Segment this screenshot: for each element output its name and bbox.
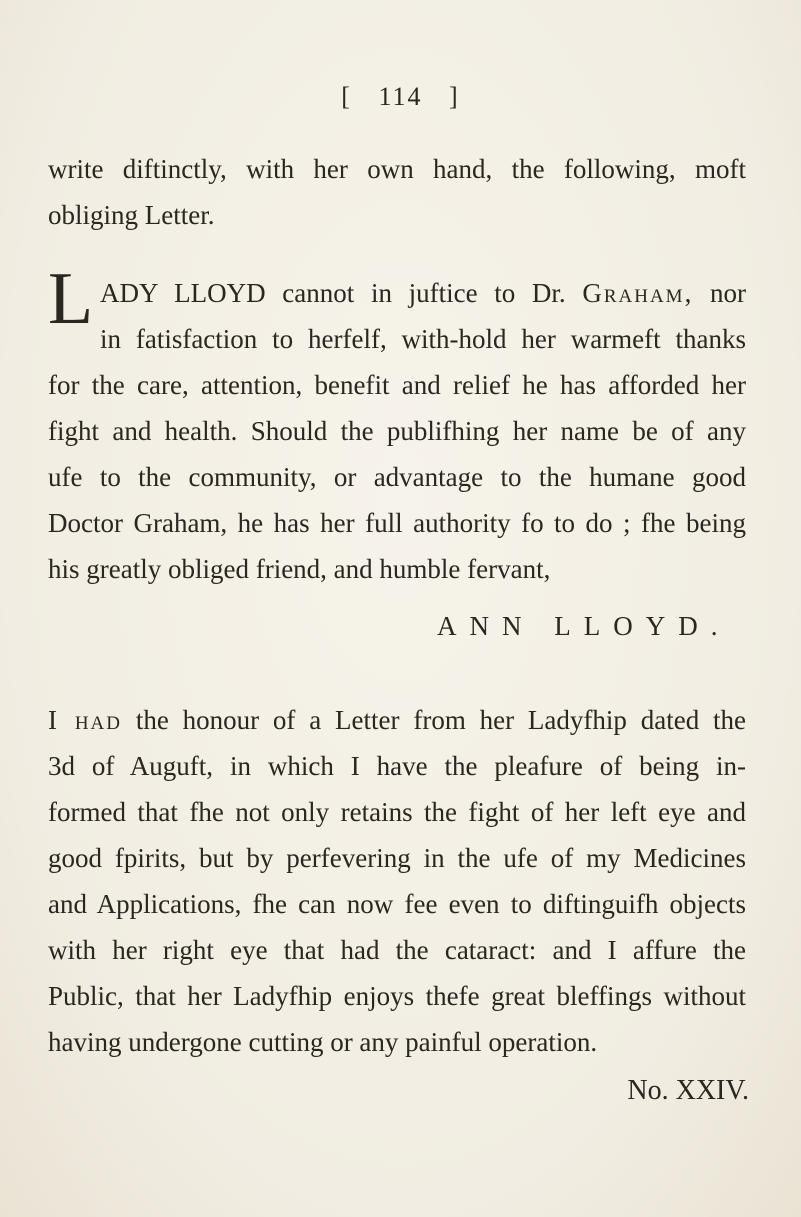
letter-first-line-end: nor	[710, 278, 746, 308]
letter-first-line: ADY LLOYD cannot in juftice to Dr.	[100, 278, 566, 308]
report-line: Public, that her Ladyfhip enjoys thefe great bleffings without	[48, 981, 746, 1011]
page-number: 114	[378, 82, 423, 111]
report-line: formed that fhe not only retains the fight of her left eye and	[48, 797, 746, 827]
letter-paragraph	[48, 270, 746, 592]
intro-line: obliging Letter.	[48, 200, 215, 230]
intro-paragraph	[48, 146, 746, 238]
report-paragraph	[48, 697, 746, 1065]
intro-line: write diftinctly, with her own hand, the following, moft	[48, 154, 746, 184]
letter-line: Doctor Graham, he has her full authority fo to do ; fhe being	[48, 508, 746, 538]
report-line	[48, 697, 746, 743]
letter-line: his greatly obliged friend, and humble fervant,	[48, 554, 551, 584]
letter-signature: ANN LLOYD.	[437, 611, 731, 641]
report-first-line: the honour of a Letter from her Ladyfhip dated the	[135, 705, 747, 735]
open-bracket: [	[341, 82, 352, 111]
report-line: with her right eye that had the cataract: and I affure the	[48, 935, 746, 965]
report-first-word: I had	[48, 705, 122, 735]
letter-line: for the care, attention, benefit and relief he has afforded her	[48, 370, 746, 400]
report-line: 3d of Auguft, in which I have the pleafure of being in-	[48, 751, 746, 781]
report-line: having undergone cutting or any painful operation.	[48, 1027, 598, 1057]
report-line: and Applications, fhe can now fee even to diftinguifh objects	[48, 889, 746, 919]
letter-line: in fatisfaction to herfelf, with-hold her warmeft thanks	[100, 324, 746, 354]
letter-line	[48, 270, 746, 316]
page-header	[0, 82, 801, 112]
report-line: good fpirits, but by perfevering in the ufe of my Medicines	[48, 843, 746, 873]
catchword: No. XXIV.	[627, 1075, 749, 1106]
drop-cap: L	[48, 258, 94, 340]
doctor-name: Graham,	[582, 278, 694, 308]
letter-line: ufe to the community, or advantage to the humane good	[48, 462, 746, 492]
letter-line: fight and health. Should the publifhing her name be of any	[48, 416, 746, 446]
close-bracket: ]	[449, 82, 460, 111]
